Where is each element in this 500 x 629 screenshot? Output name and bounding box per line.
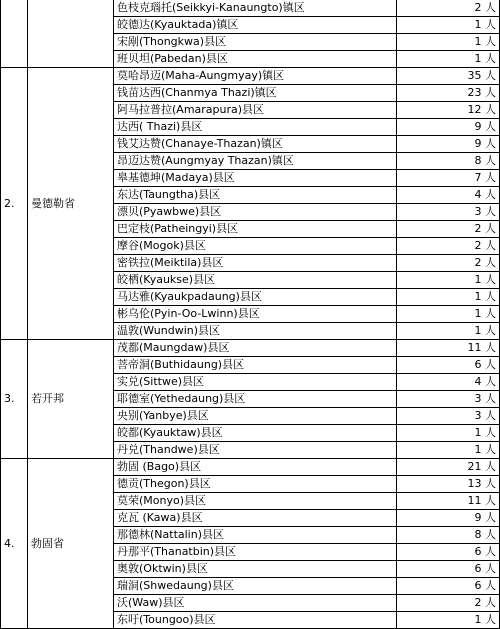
person-count: 13 人 xyxy=(397,476,500,493)
person-count: 2 人 xyxy=(397,595,500,612)
person-count: 3 人 xyxy=(397,408,500,425)
township-name: 沃(Waw)县区 xyxy=(114,595,397,612)
person-count: 35 人 xyxy=(397,68,500,85)
table-row xyxy=(1,459,500,476)
person-count: 2 人 xyxy=(397,0,500,17)
township-name: 皋基德坤(Madaya)县区 xyxy=(114,170,397,187)
township-name: 马达雅(Kyaukpadaung)县区 xyxy=(114,289,397,306)
township-name: 克瓦 (Kawa)县区 xyxy=(114,510,397,527)
group-number: 3. xyxy=(1,340,28,459)
person-count: 6 人 xyxy=(397,357,500,374)
township-name: 温敦(Wundwin)县区 xyxy=(114,323,397,340)
township-name: 瑞洞(Shwedaung)县区 xyxy=(114,578,397,595)
township-name: 宋剐(Thongkwa)县区 xyxy=(114,34,397,51)
group-number: 4. xyxy=(1,459,28,629)
person-count: 23 人 xyxy=(397,85,500,102)
person-count: 1 人 xyxy=(397,17,500,34)
person-count: 6 人 xyxy=(397,578,500,595)
person-count: 11 人 xyxy=(397,340,500,357)
person-count: 9 人 xyxy=(397,136,500,153)
person-count: 8 人 xyxy=(397,153,500,170)
state-name: 曼德勒省 xyxy=(28,68,114,340)
person-count: 4 人 xyxy=(397,374,500,391)
township-name: 丹那平(Thanatbin)县区 xyxy=(114,544,397,561)
township-name: 达西( Thazi)县区 xyxy=(114,119,397,136)
person-count: 6 人 xyxy=(397,561,500,578)
person-count: 7 人 xyxy=(397,170,500,187)
person-count: 1 人 xyxy=(397,51,500,68)
person-count: 9 人 xyxy=(397,510,500,527)
person-count: 4 人 xyxy=(397,187,500,204)
person-count: 1 人 xyxy=(397,425,500,442)
township-name: 皎栖(Kyaukse)县区 xyxy=(114,272,397,289)
township-name: 班贝坦(Pabedan)县区 xyxy=(114,51,397,68)
state-name: 勃固省 xyxy=(28,459,114,629)
township-name: 皎都(Kyauktaw)县区 xyxy=(114,425,397,442)
group-number: 2. xyxy=(1,68,28,340)
township-name: 摩谷(Mogok)县区 xyxy=(114,238,397,255)
person-count: 2 人 xyxy=(397,255,500,272)
person-count: 2 人 xyxy=(397,238,500,255)
person-count: 1 人 xyxy=(397,272,500,289)
township-name: 昂迈达赞(Aungmyay Thazan)镇区 xyxy=(114,153,397,170)
township-name: 那德林(Nattalin)县区 xyxy=(114,527,397,544)
person-count: 1 人 xyxy=(397,323,500,340)
township-name: 巴定枝(Patheingyi)县区 xyxy=(114,221,397,238)
township-name: 阿马拉普拉(Amarapura)县区 xyxy=(114,102,397,119)
township-name: 密铁拉(Meiktila)县区 xyxy=(114,255,397,272)
person-count: 3 人 xyxy=(397,391,500,408)
township-name: 东吁(Toungoo)县区 xyxy=(114,612,397,629)
township-name: 耶德室(Yethedaung)县区 xyxy=(114,391,397,408)
table-row xyxy=(1,340,500,357)
township-name: 钱艾达赞(Chanaye-Thazan)镇区 xyxy=(114,136,397,153)
person-count: 1 人 xyxy=(397,612,500,629)
township-name: 皎德达(Kyauktada)镇区 xyxy=(114,17,397,34)
township-name: 钱苗达西(Chanmya Thazi)镇区 xyxy=(114,85,397,102)
group-number xyxy=(1,0,28,68)
township-name: 彬乌伦(Pyin-Oo-Lwinn)县区 xyxy=(114,306,397,323)
township-name: 德贡(Thegon)县区 xyxy=(114,476,397,493)
person-count: 12 人 xyxy=(397,102,500,119)
table-row xyxy=(1,0,500,17)
person-count: 1 人 xyxy=(397,289,500,306)
state-name: 若开邦 xyxy=(28,340,114,459)
township-name: 色枝克瑙托(Seikkyi-Kanaungto)镇区 xyxy=(114,0,397,17)
township-name: 漂贝(Pyawbwe)县区 xyxy=(114,204,397,221)
township-name: 实兑(Sittwe)县区 xyxy=(114,374,397,391)
township-name: 奥敦(Oktwin)县区 xyxy=(114,561,397,578)
person-count: 9 人 xyxy=(397,119,500,136)
state-name xyxy=(28,0,114,68)
person-count: 3 人 xyxy=(397,204,500,221)
person-count: 6 人 xyxy=(397,544,500,561)
township-name: 勃固 (Bago)县区 xyxy=(114,459,397,476)
person-count: 1 人 xyxy=(397,442,500,459)
person-count: 1 人 xyxy=(397,34,500,51)
person-count: 8 人 xyxy=(397,527,500,544)
township-name: 茂都(Maungdaw)县区 xyxy=(114,340,397,357)
person-count: 2 人 xyxy=(397,221,500,238)
township-name: 丹兑(Thandwe)县区 xyxy=(114,442,397,459)
person-count: 1 人 xyxy=(397,306,500,323)
township-name: 莫哈昂迈(Maha-Aungmyay)镇区 xyxy=(114,68,397,85)
table-row xyxy=(1,68,500,85)
township-name: 莫荣(Monyo)县区 xyxy=(114,493,397,510)
township-table-body xyxy=(1,0,500,629)
township-name: 央别(Yanbye)县区 xyxy=(114,408,397,425)
person-count: 11 人 xyxy=(397,493,500,510)
person-count: 21 人 xyxy=(397,459,500,476)
township-name: 菩帝洞(Buthidaung)县区 xyxy=(114,357,397,374)
township-name: 东达(Taungtha)县区 xyxy=(114,187,397,204)
